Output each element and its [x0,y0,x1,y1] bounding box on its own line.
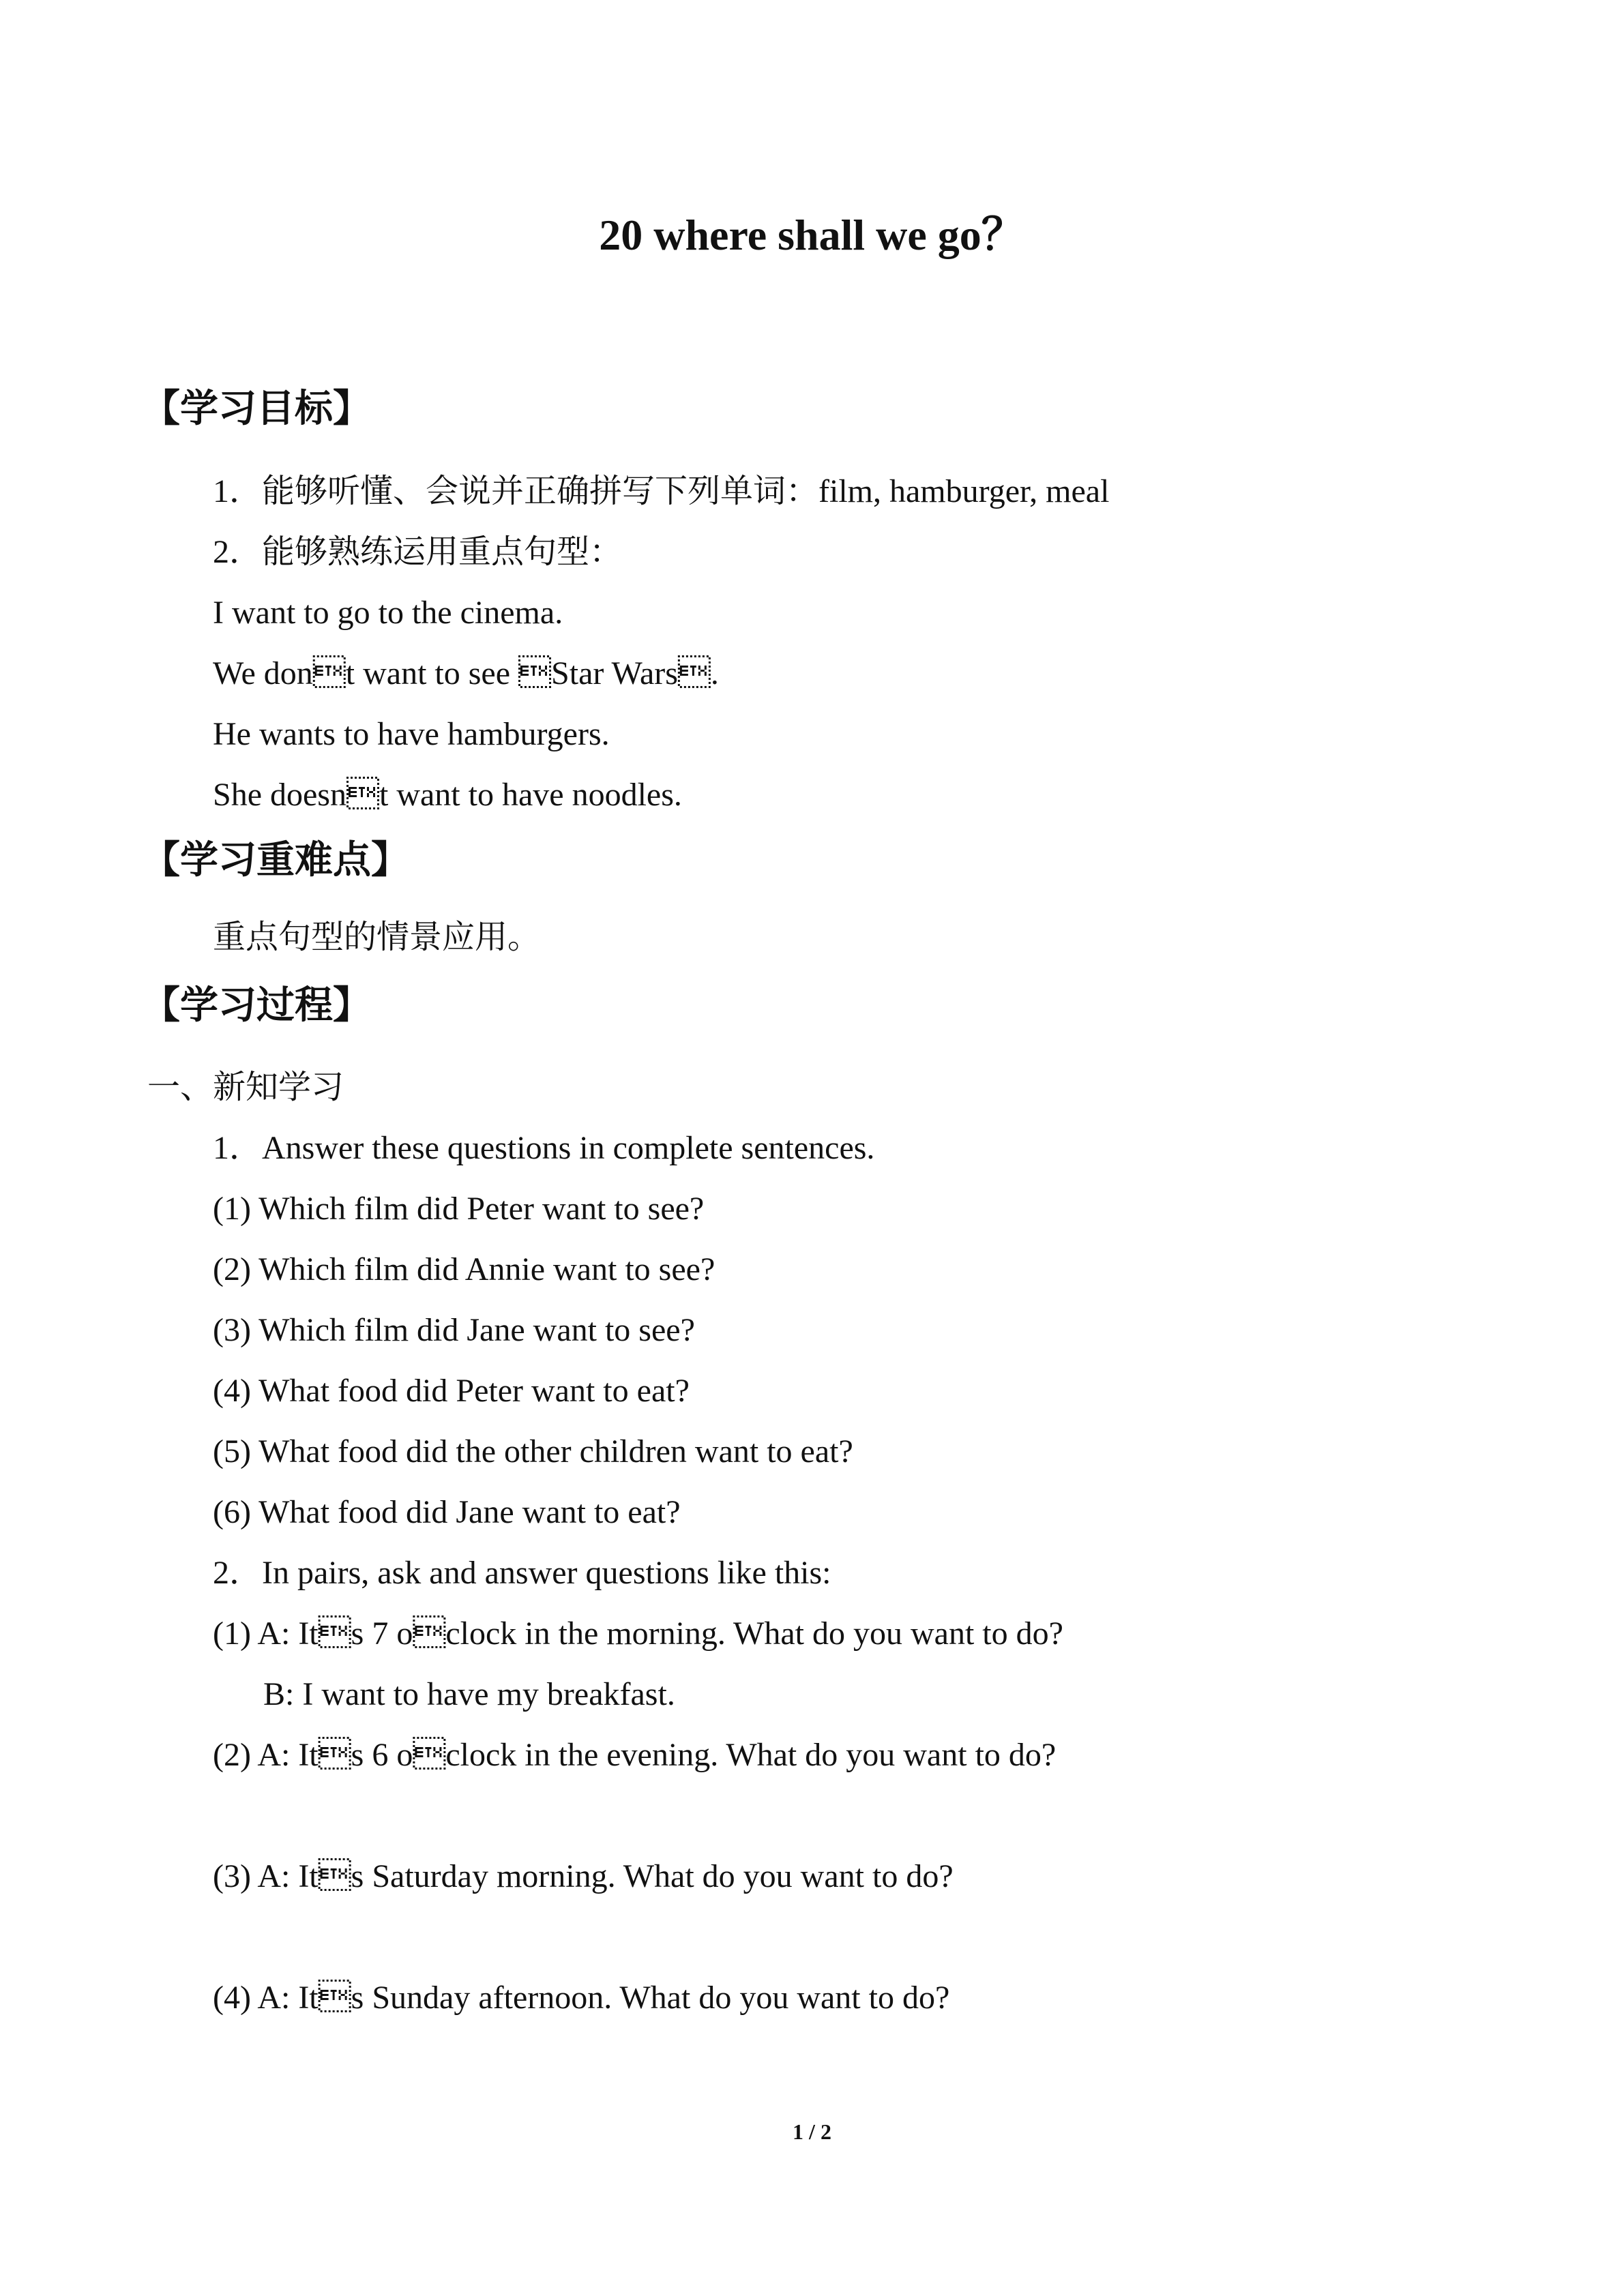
question-5: (5) What food did the other children want to eat? [213,1433,853,1470]
dialogue-1-b: B: I want to have my breakfast. [263,1676,675,1712]
page-number: 1 / 2 [793,2119,831,2144]
task-2-instruction: 2．In pairs, ask and answer questions like this: [213,1555,831,1591]
section-heading-process: 【学习过程】 [142,983,371,1028]
goal-sentence-3: He wants to have hamburgers. [213,716,610,752]
section-heading-key-points: 【学习重难点】 [142,838,409,882]
task-1-instruction: 1．Answer these questions in complete sentences. [213,1130,875,1166]
dialogue-3-a: (3) A: Its Saturday morning. What do you want to do? [213,1858,954,1894]
goal-line-1: 1．能够听懂、会说并正确拼写下列单词：film, hamburger, meal [213,473,1110,509]
section-heading-goals: 【学习目标】 [142,387,371,431]
dialogue-1-a: (1) A: Its 7 oclock in the morning. What do you want to do? [213,1615,1063,1652]
goal-sentence-1: I want to go to the cinema. [213,595,563,631]
document-title: 20 where shall we go？ [599,211,1025,259]
goal-sentence-4: She doesnt want to have noodles. [213,777,682,813]
question-2: (2) Which film did Annie want to see? [213,1251,715,1287]
goal-line-2: 2．能够熟练运用重点句型： [213,534,623,570]
question-6: (6) What food did Jane want to eat? [213,1494,681,1530]
dialogue-4-a: (4) A: Its Sunday afternoon. What do you want to do? [213,1980,950,2016]
goal-sentence-2: We dont want to see Star Wars. [213,655,719,691]
dialogue-2-a: (2) A: Its 6 oclock in the evening. What do you want to do? [213,1737,1057,1773]
question-3: (3) Which film did Jane want to see? [213,1312,695,1348]
question-1: (1) Which film did Peter want to see? [213,1191,705,1227]
key-point-line: 重点句型的情景应用。 [213,919,541,955]
process-part-one: 一、新知学习 [147,1069,344,1105]
question-4: (4) What food did Peter want to eat? [213,1373,690,1409]
